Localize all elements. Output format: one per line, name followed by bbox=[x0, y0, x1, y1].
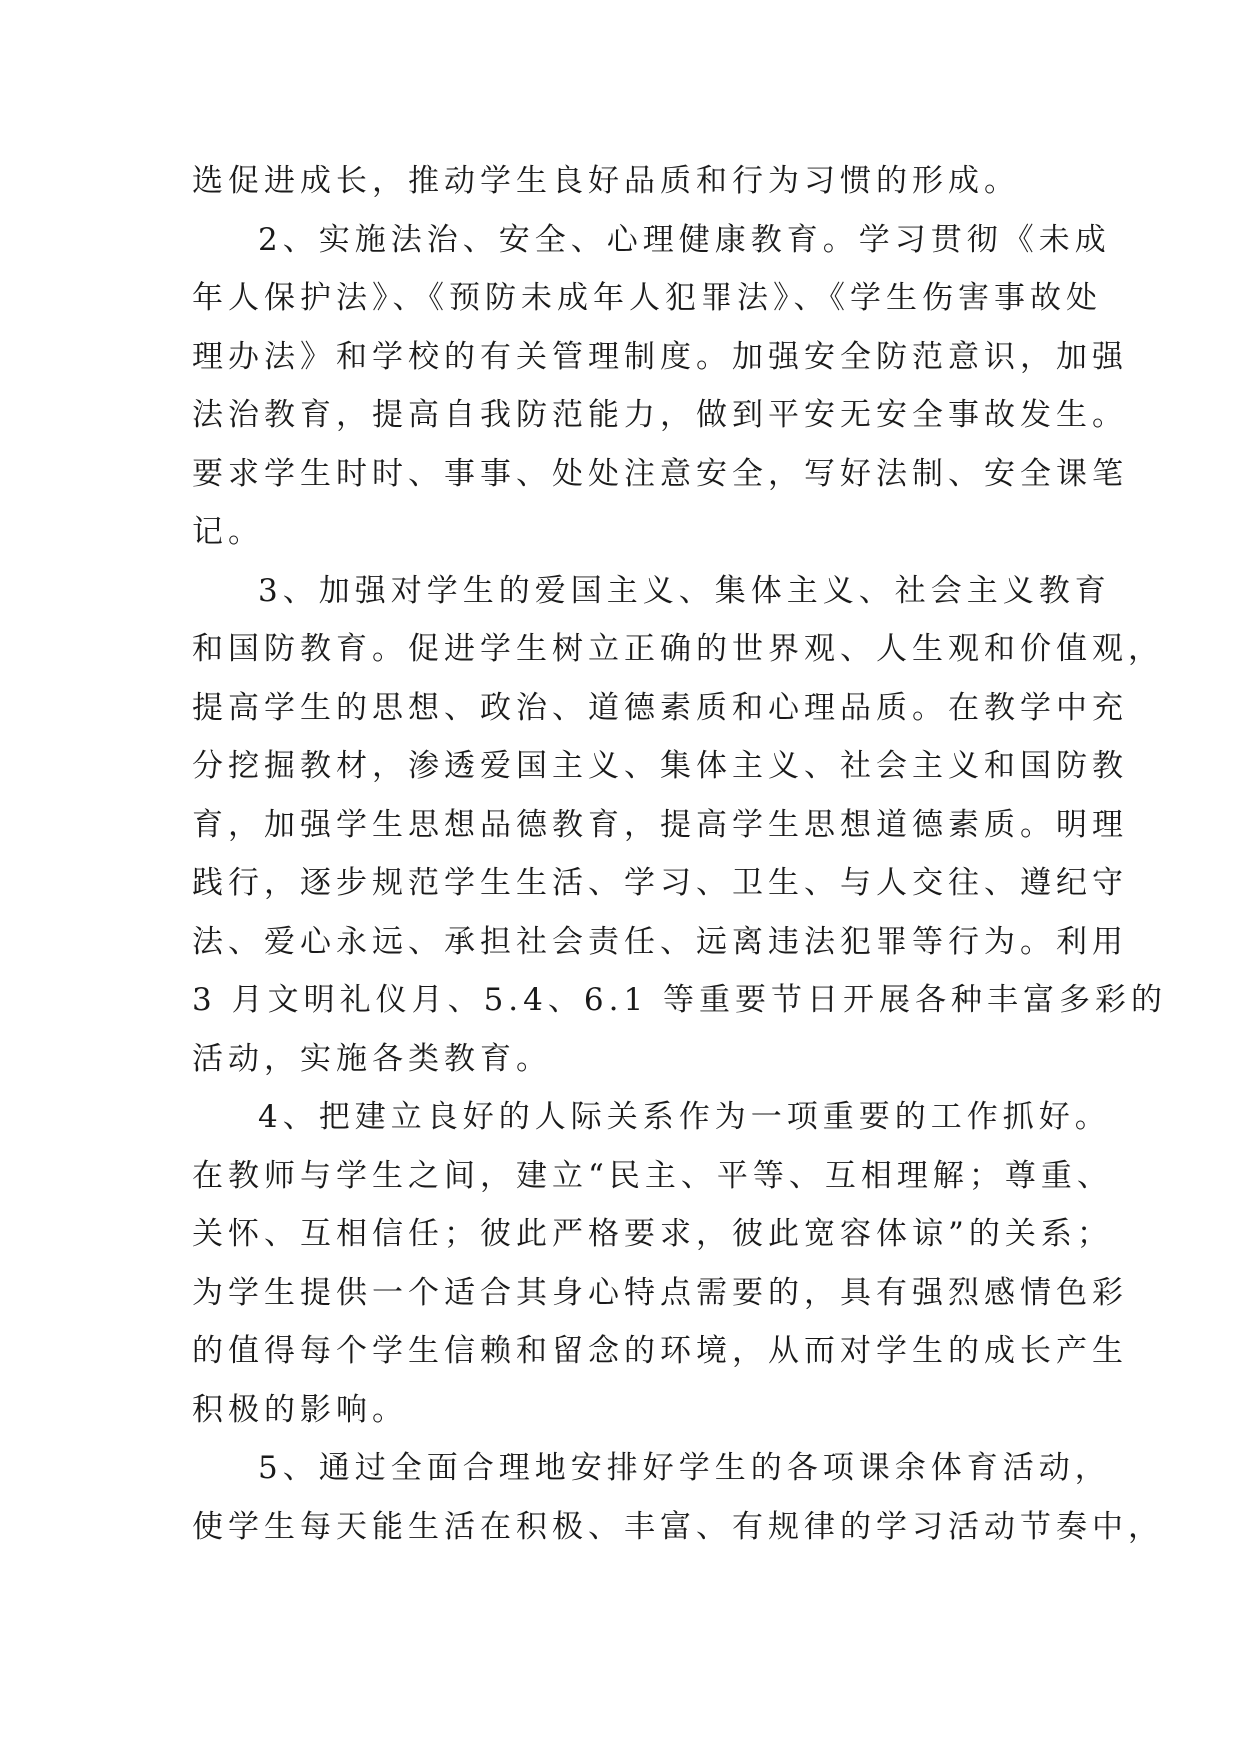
text-line: 提高学生的思想、政治、道德素质和心理品质。在教学中充 bbox=[192, 689, 1128, 726]
text-line: 使学生每天能生活在积极、丰富、有规律的学习活动节奏中， bbox=[192, 1508, 1164, 1545]
text-line: 育，加强学生思想品德教育，提高学生思想道德素质。明理 bbox=[192, 806, 1128, 843]
text-line: 和国防教育。促进学生树立正确的世界观、人生观和价值观， bbox=[192, 631, 1164, 667]
text-line: 3 月文明礼仪月、5.4、6.1 等重要节日开展各种丰富多彩的 bbox=[192, 982, 1168, 1018]
text-line: 2、实施法治、安全、心理健康教育。学习贯彻《未成 bbox=[258, 221, 1111, 258]
text-line: 分挖掘教材，渗透爱国主义、集体主义、社会主义和国防教 bbox=[192, 748, 1128, 784]
document-body bbox=[192, 152, 1168, 1556]
text-line: 5、通过全面合理地安排好学生的各项课余体育活动， bbox=[258, 1450, 1111, 1486]
text-line: 年人保护法》、《预防未成年人犯罪法》、《学生伤害事故处 bbox=[192, 280, 1102, 316]
text-line: 的值得每个学生信赖和留念的环境，从而对学生的成长产生 bbox=[192, 1333, 1128, 1369]
text-line: 理办法》和学校的有关管理制度。加强安全防范意识，加强 bbox=[192, 338, 1128, 375]
text-line: 为学生提供一个适合其身心特点需要的，具有强烈感情色彩 bbox=[192, 1274, 1128, 1311]
text-line: 法、爱心永远、承担社会责任、远离违法犯罪等行为。利用 bbox=[192, 923, 1128, 960]
text-line: 选促进成长，推动学生良好品质和行为习惯的形成。 bbox=[192, 163, 1020, 199]
text-line: 记。 bbox=[192, 514, 264, 550]
text-line: 要求学生时时、事事、处处注意安全，写好法制、安全课笔 bbox=[192, 455, 1128, 492]
text-line: 践行，逐步规范学生生活、学习、卫生、与人交往、遵纪守 bbox=[192, 865, 1128, 901]
text-line: 积极的影响。 bbox=[192, 1391, 408, 1428]
text-line: 在教师与学生之间，建立“民主、平等、互相理解；尊重、 bbox=[192, 1157, 1113, 1194]
text-line: 关怀、互相信任；彼此严格要求，彼此宽容体谅”的关系； bbox=[192, 1216, 1113, 1252]
text-line: 法治教育，提高自我防范能力，做到平安无安全事故发生。 bbox=[192, 397, 1128, 433]
text-line: 4、把建立良好的人际关系作为一项重要的工作抓好。 bbox=[258, 1099, 1111, 1135]
text-line: 3、加强对学生的爱国主义、集体主义、社会主义教育 bbox=[258, 572, 1111, 609]
text-line: 活动，实施各类教育。 bbox=[192, 1040, 552, 1077]
